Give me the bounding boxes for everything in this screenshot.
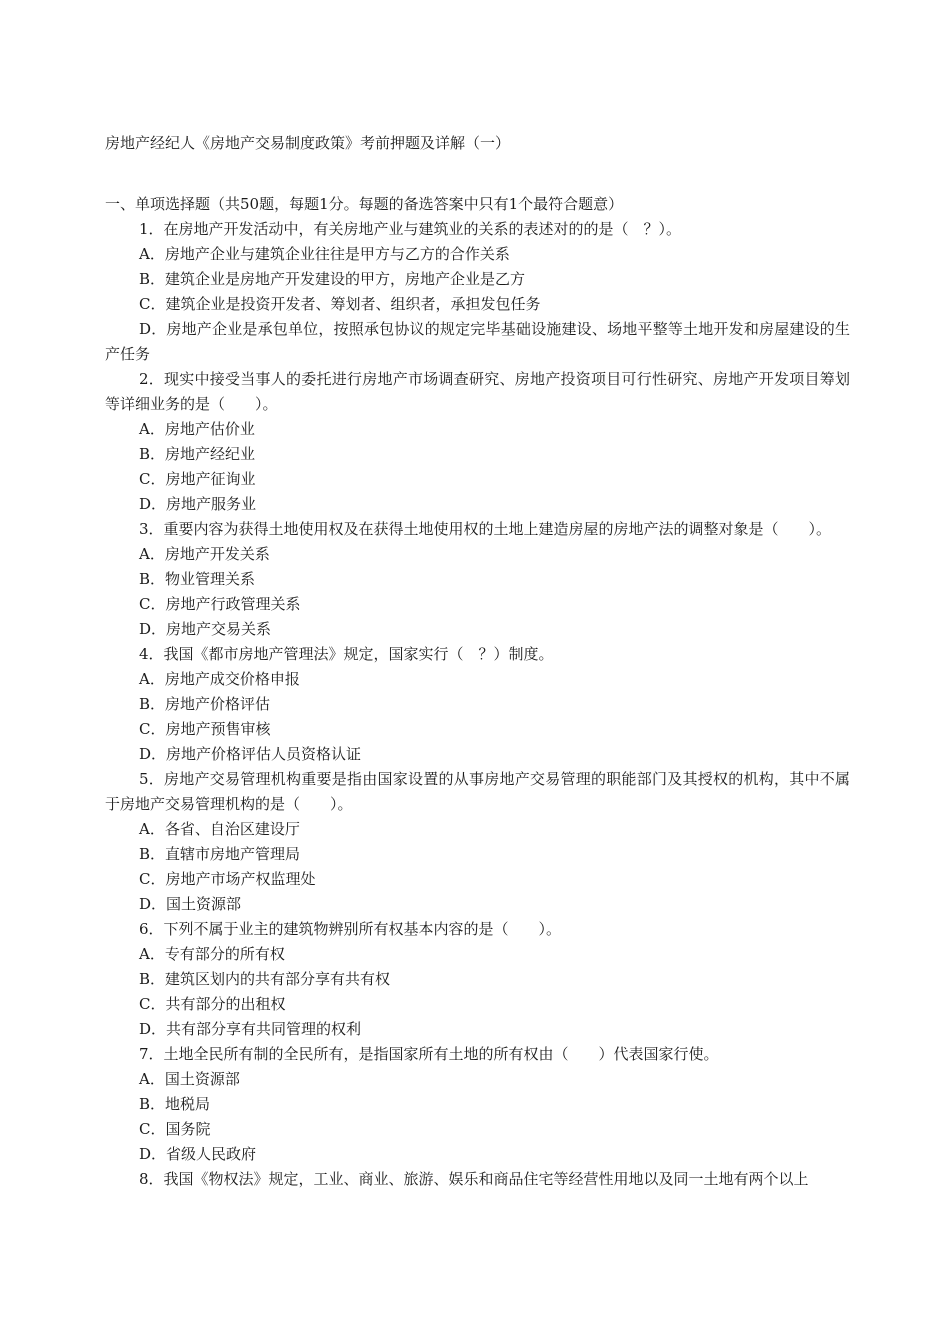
option-c: C．房地产征询业 <box>139 470 256 488</box>
question-stem: 1．在房地产开发活动中，有关房地产业与建筑业的关系的表述对的的是（ ？）。 <box>139 220 682 238</box>
question-3 <box>105 517 850 642</box>
option-c: C．建筑企业是投资开发者、筹划者、组织者，承担发包任务 <box>139 295 541 313</box>
option-d: D．房地产交易关系 <box>139 620 272 638</box>
option-c: C．国务院 <box>139 1120 211 1138</box>
document-body <box>105 192 850 1192</box>
option-d: D．省级人民政府 <box>139 1145 257 1163</box>
option-a: A．房地产成交价格申报 <box>139 670 300 688</box>
option-c: C．房地产预售审核 <box>139 720 271 738</box>
question-2 <box>105 367 850 517</box>
question-7 <box>105 1042 850 1167</box>
question-stem: 6．下列不属于业主的建筑物辨别所有权基本内容的是（ ）。 <box>139 920 562 938</box>
section-heading: 一、单项选择题（共50题，每题1分。每题的备选答案中只有1个最符合题意） <box>105 195 624 213</box>
option-b: B．地税局 <box>139 1095 211 1113</box>
question-stem: 8．我国《物权法》规定，工业、商业、旅游、娱乐和商品住宅等经营性用地以及同一土地有两个以上 <box>139 1170 809 1188</box>
option-d: D．共有部分享有共同管理的权利 <box>139 1020 362 1038</box>
option-a: A．房地产开发关系 <box>139 545 270 563</box>
option-d: D．国土资源部 <box>139 895 242 913</box>
option-b: B．建筑区划内的共有部分享有共有权 <box>139 970 391 988</box>
question-stem: 5．房地产交易管理机构重要是指由国家设置的从事房地产交易管理的职能部门及其授权的机构，其中不属于房地产交易管理机构的是（ ）。 <box>105 770 850 813</box>
question-stem: 3．重要内容为获得土地使用权及在获得土地使用权的土地上建造房屋的房地产法的调整对象是（ ）。 <box>139 520 832 538</box>
option-a: A．房地产估价业 <box>139 420 255 438</box>
question-stem: 2．现实中接受当事人的委托进行房地产市场调查研究、房地产投资项目可行性研究、房地产开发项目筹划等详细业务的是（ ）。 <box>105 370 850 413</box>
option-b: B．物业管理关系 <box>139 570 256 588</box>
option-b: B．直辖市房地产管理局 <box>139 845 301 863</box>
option-b: B．房地产经纪业 <box>139 445 256 463</box>
option-c: C．房地产市场产权监理处 <box>139 870 316 888</box>
option-c: C．房地产行政管理关系 <box>139 595 301 613</box>
question-1 <box>105 217 850 367</box>
option-a: A．房地产企业与建筑企业往往是甲方与乙方的合作关系 <box>139 245 510 263</box>
question-stem: 4．我国《都市房地产管理法》规定，国家实行（ ？）制度。 <box>139 645 554 663</box>
option-a: A．专有部分的所有权 <box>139 945 285 963</box>
option-b: B．房地产价格评估 <box>139 695 271 713</box>
document-title: 房地产经纪人《房地产交易制度政策》考前押题及详解（一） <box>105 134 511 152</box>
question-6 <box>105 917 850 1042</box>
question-4 <box>105 642 850 767</box>
option-c: C．共有部分的出租权 <box>139 995 286 1013</box>
option-a: A．各省、自治区建设厅 <box>139 820 300 838</box>
option-a: A．国土资源部 <box>139 1070 240 1088</box>
question-5 <box>105 767 850 917</box>
option-d: D．房地产价格评估人员资格认证 <box>139 745 362 763</box>
question-stem: 7．土地全民所有制的全民所有，是指国家所有土地的所有权由（ ）代表国家行使。 <box>139 1045 719 1063</box>
option-d: D．房地产服务业 <box>139 495 257 513</box>
option-d: D．房地产企业是承包单位，按照承包协议的规定完毕基础设施建设、场地平整等土地开发和房屋建设的生产任务 <box>105 320 850 363</box>
question-8 <box>105 1167 850 1192</box>
option-b: B．建筑企业是房地产开发建设的甲方，房地产企业是乙方 <box>139 270 526 288</box>
